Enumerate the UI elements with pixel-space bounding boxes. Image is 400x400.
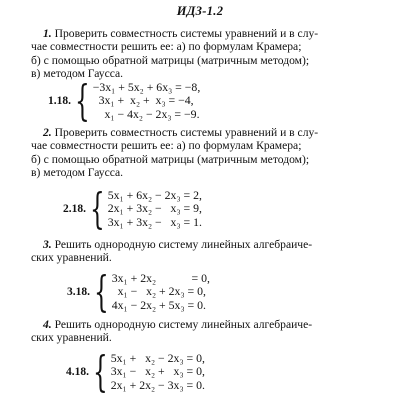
task-2-line-4: в) методом Гаусса. [31,166,124,180]
equation: 3x₁ + 3x₂ − x₃ = 1. [107,214,202,229]
equation: x₁ − x₂ + 2x₃ = 0, [111,284,206,299]
left-brace-icon: { [94,267,109,316]
page-title: ИДЗ-1.2 [176,4,224,18]
task-2-text [31,126,373,180]
equation: x₁ − 4x₂ − 2x₃ = −9. [92,106,200,121]
task-1-line-4: в) методом Гаусса. [31,67,124,81]
task-4-line-2: ских уравнений. [31,331,112,345]
task-1-line-1: 1. Проверить совместность системы уравнений и в слу- [43,27,319,40]
equation: 5x₁ + 6x₂ − 2x₃ = 2, [107,188,202,203]
equation: 5x₁ + x₂ − 2x₃ = 0, [110,351,205,366]
equation: 2x₁ + 2x₂ − 3x₃ = 0. [110,377,205,392]
task-2-line-1: 2. Проверить совместность системы уравнений и в слу- [43,126,319,139]
system-label: 3.18. [67,286,90,298]
task-1-line-2: чае совместности решить ее: а) по формулам Крамера; [31,40,302,54]
equation: −3x₁ + 5x₂ + 6x₃ = −8, [92,80,201,95]
system-label: 4.18. [66,366,89,378]
task-2-line-3: б) с помощью обратной матрицы (матричным методом); [31,152,310,166]
system-3-18 [67,267,210,316]
left-brace-icon: { [93,347,108,396]
system-equations [93,81,201,121]
task-4-text [31,318,373,345]
equation: 4x₁ − 2x₂ + 5x₃ = 0. [111,297,206,312]
task-1-number: 1. [43,27,52,40]
equation: 3x₁ + 2x₂ = 0, [111,271,210,286]
equation: 2x₁ + 3x₂ − x₃ = 9, [107,201,202,216]
system-equations [111,352,205,392]
system-1-18 [48,76,201,125]
system-label: 1.18. [48,95,71,107]
equation: 3x₁ − x₂ + x₃ = 0, [110,364,205,379]
system-4-18 [66,347,205,396]
left-brace-icon: { [75,76,90,125]
system-label: 2.18. [63,203,86,215]
task-1-line-3: б) с помощью обратной матрицы (матричным методом); [31,53,310,67]
task-3-line-2: ских уравнений. [31,251,112,265]
task-2-line-2: чае совместности решить ее: а) по формулам Крамера; [31,139,302,153]
task-3-text [31,238,373,265]
task-4-line-1: 4. Решить однородную систему линейных алгебраиче- [43,318,313,331]
task-4-number: 4. [43,318,52,331]
system-equations [108,189,202,229]
equation: 3x₁ + x₂ + x₃ = −4, [92,93,194,108]
task-3-line-1: 3. Решить однородную систему линейных алгебраиче- [43,238,313,251]
left-brace-icon: { [90,184,105,233]
system-equations [112,272,210,312]
system-2-18 [63,184,202,233]
task-1-text [31,27,373,81]
task-3-number: 3. [43,238,52,251]
task-2-number: 2. [43,126,52,139]
